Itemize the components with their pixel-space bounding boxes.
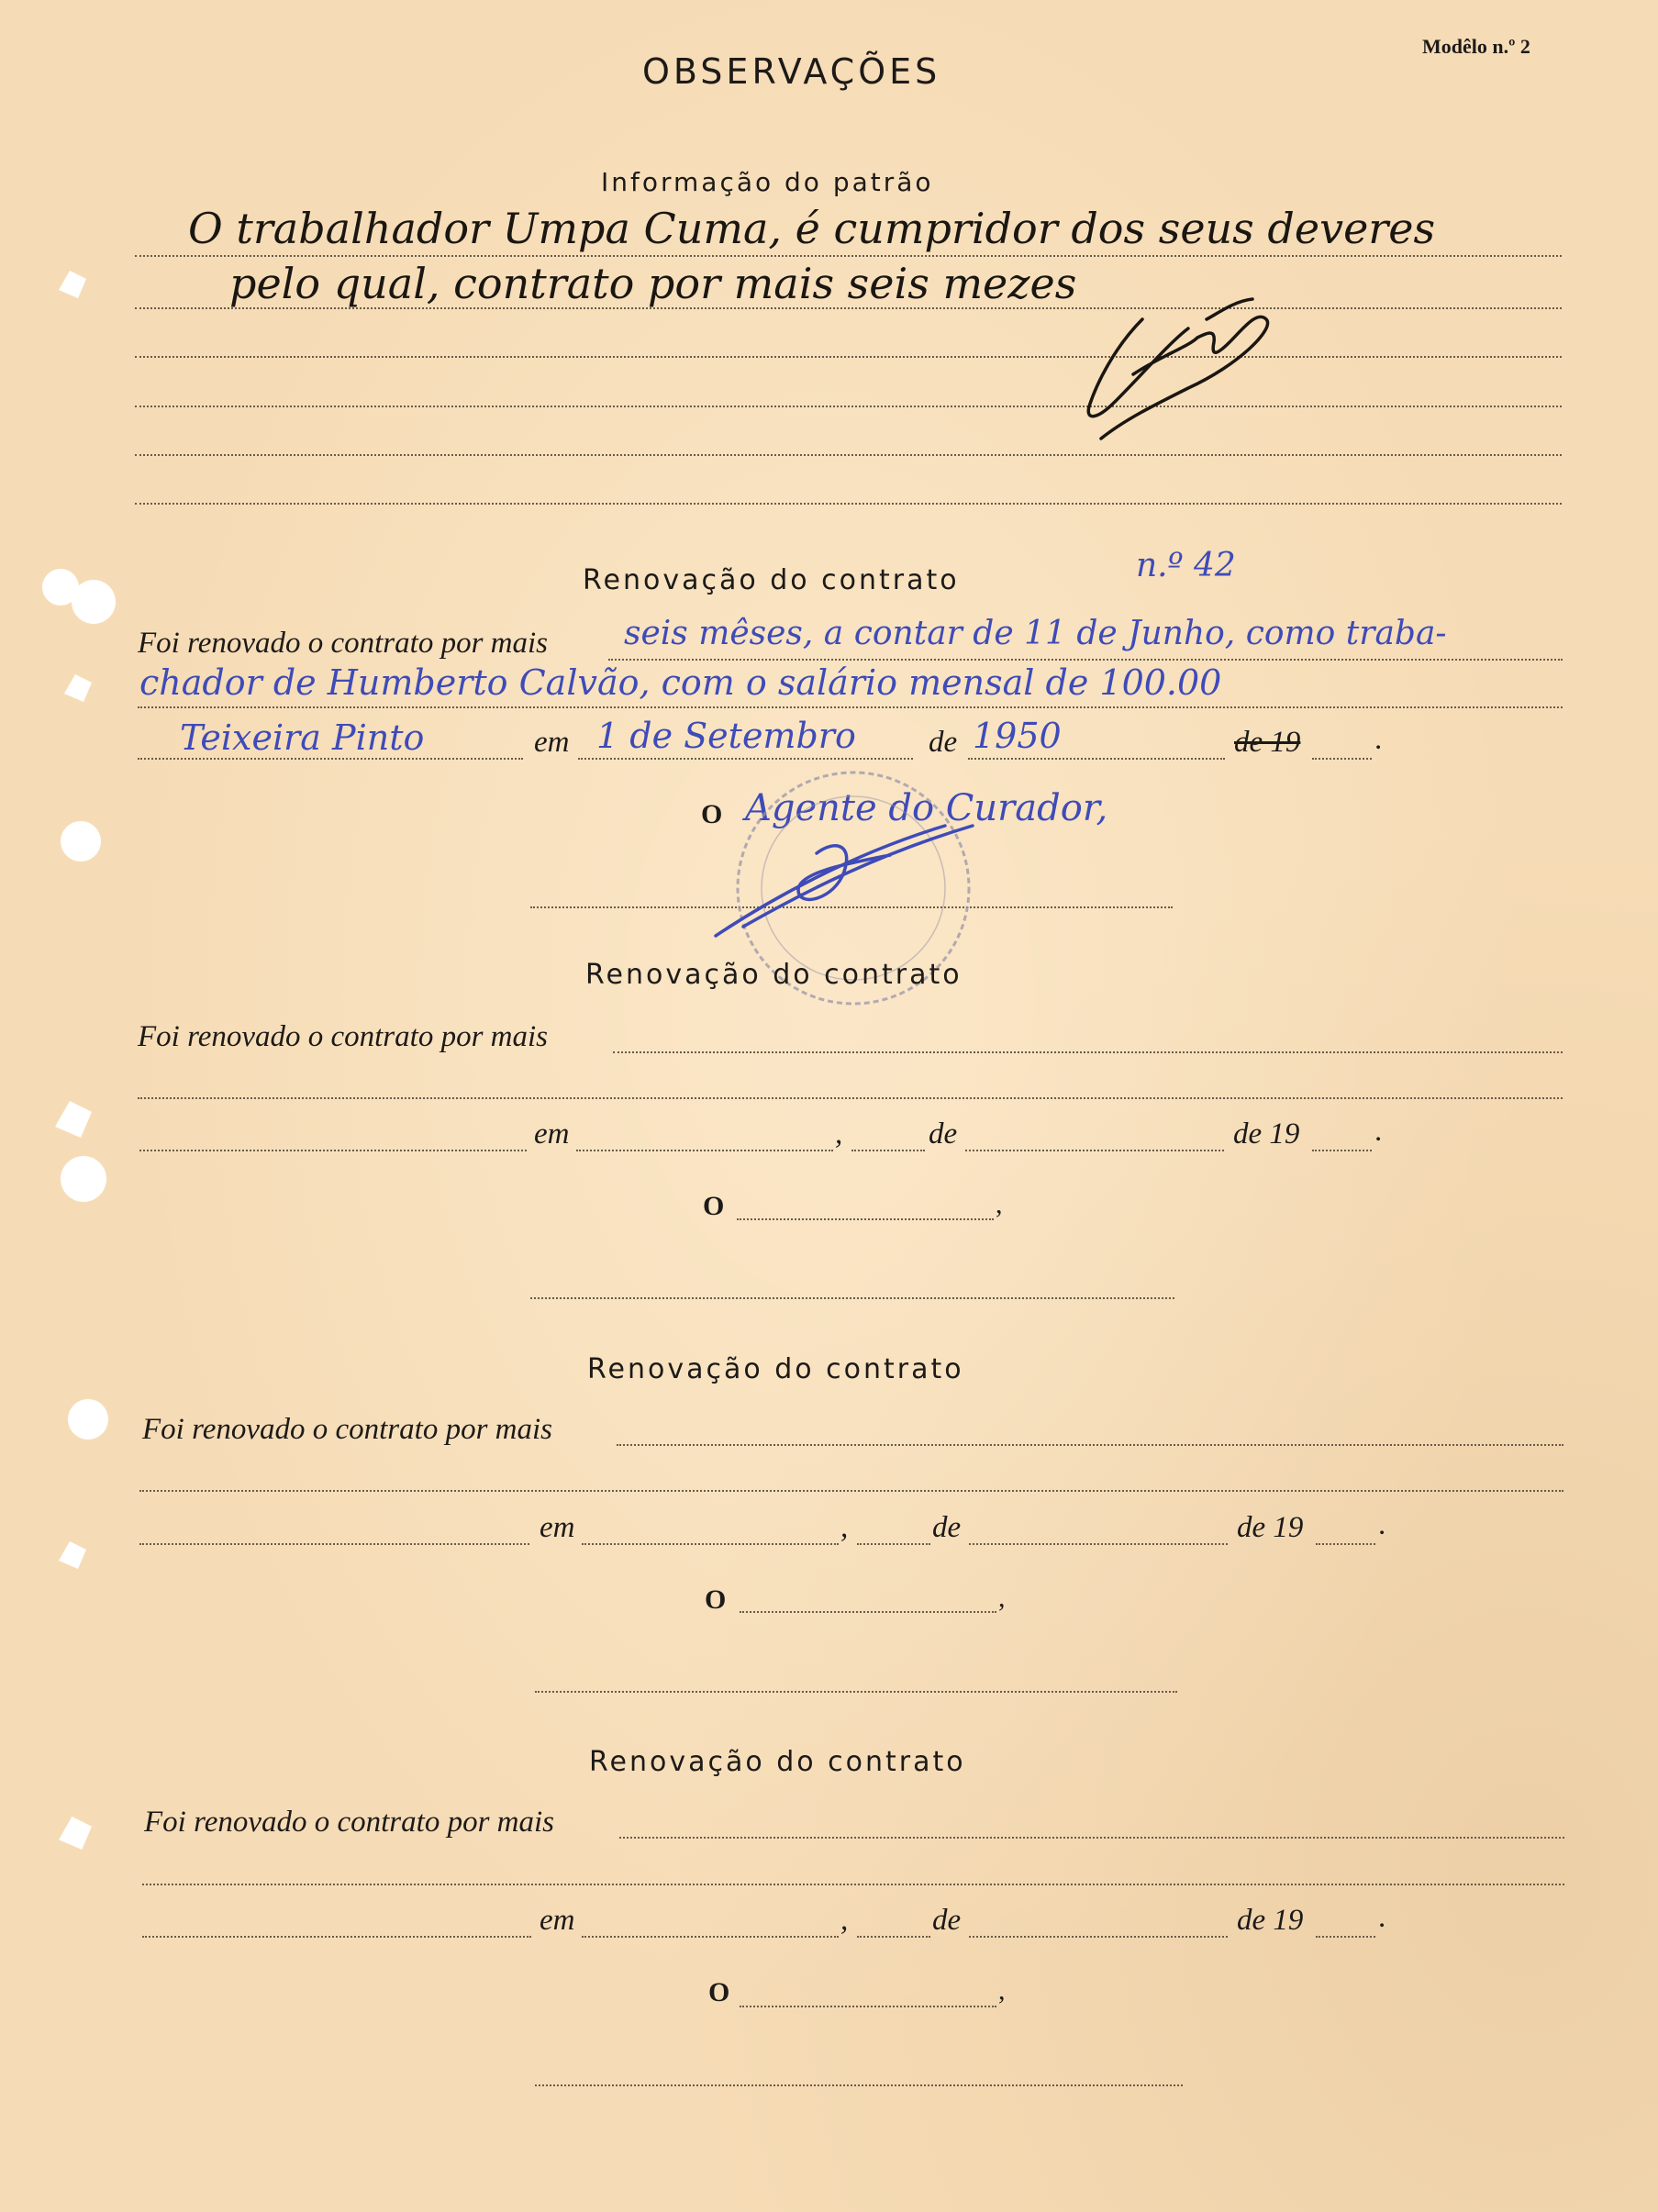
renewal-4-year-field[interactable]: [1316, 1936, 1375, 1938]
renewal-2-signature-field[interactable]: [530, 1297, 1174, 1299]
punch-hole: [72, 580, 116, 624]
renewal-2-day2-field[interactable]: [851, 1150, 925, 1151]
renewal-4-place-field[interactable]: [142, 1936, 531, 1938]
dotted-line: [135, 356, 1562, 358]
punch-hole: [68, 1399, 108, 1439]
renewal-1-de-label: de: [929, 726, 958, 759]
renewal-4-month-field[interactable]: [969, 1936, 1228, 1938]
renewal-2-year-field[interactable]: [1312, 1150, 1372, 1151]
renewal-3-o-comma: ,: [998, 1583, 1006, 1613]
employer-signature: [1078, 292, 1298, 448]
renewal-3-terms-field[interactable]: [139, 1490, 1563, 1492]
punch-hole: [61, 821, 101, 861]
renewal-3-comma: ,: [840, 1511, 849, 1544]
renewal-2-em-label: em: [534, 1117, 570, 1150]
renewal-3-month-field[interactable]: [969, 1543, 1228, 1545]
renewal-2-day-field[interactable]: [576, 1150, 833, 1151]
renewal-1-place: Teixeira Pinto: [180, 717, 425, 758]
renewal-1-period: .: [1374, 723, 1383, 756]
paper-tear: [59, 271, 86, 298]
renewal-4-o-label: O: [708, 1977, 730, 2007]
renewal-3-day-field[interactable]: [582, 1543, 839, 1545]
dotted-line: [138, 758, 523, 760]
renewal-3-period: .: [1378, 1508, 1386, 1541]
form-title: OBSERVAÇÕES: [642, 51, 941, 92]
renewal-3-signature-field[interactable]: [535, 1691, 1177, 1693]
paper-tear: [55, 1101, 92, 1138]
renewal-3-day2-field[interactable]: [857, 1543, 930, 1545]
renewal-2-period: .: [1374, 1115, 1383, 1148]
dotted-line: [135, 454, 1562, 456]
punch-hole: [61, 1156, 106, 1202]
renewal-2-heading: Renovação do contrato: [585, 959, 963, 991]
renewal-1-terms-line2: chador de Humberto Calvão, com o salário mensal de 100.00: [139, 662, 1222, 703]
renewal-1-o-label: O: [701, 799, 723, 829]
dotted-line: [1312, 758, 1372, 760]
renewal-1-de19-struck: de 19: [1234, 726, 1301, 759]
renewal-3-official-field[interactable]: [740, 1611, 996, 1613]
dotted-line: [135, 406, 1562, 407]
renewal-3-label: Foi renovado o contrato por mais: [142, 1413, 552, 1446]
renewal-4-period-field[interactable]: [619, 1837, 1564, 1839]
renewal-3-period-field[interactable]: [617, 1444, 1563, 1446]
employer-remark-line1: O trabalhador Umpa Cuma, é cumpridor dos seus deveres: [188, 204, 1436, 253]
renewal-4-day2-field[interactable]: [857, 1936, 930, 1938]
renewal-3-year-field[interactable]: [1316, 1543, 1375, 1545]
renewal-2-de-label: de: [929, 1117, 958, 1150]
renewal-4-em-label: em: [540, 1904, 575, 1937]
renewal-2-period-field[interactable]: [613, 1051, 1563, 1053]
renewal-1-em-label: em: [534, 726, 570, 759]
renewal-4-day-field[interactable]: [582, 1936, 839, 1938]
renewal-1-day-month: 1 de Setembro: [596, 716, 856, 756]
dotted-line: [135, 503, 1562, 505]
renewal-4-heading: Renovação do contrato: [589, 1746, 966, 1778]
renewal-2-place-field[interactable]: [139, 1150, 527, 1151]
dotted-line: [135, 255, 1562, 257]
renewal-4-o-comma: ,: [998, 1975, 1006, 2006]
renewal-2-o-comma: ,: [996, 1189, 1003, 1219]
renewal-4-signature-field[interactable]: [535, 2084, 1183, 2086]
renewal-2-o-label: O: [703, 1191, 725, 1221]
renewal-2-comma: ,: [835, 1117, 843, 1150]
renewal-1-label: Foi renovado o contrato por mais: [138, 627, 548, 660]
renewal-1-heading: Renovação do contrato: [583, 564, 960, 596]
model-number: Modêlo n.º 2: [1422, 35, 1530, 58]
renewal-3-de19-label: de 19: [1237, 1511, 1304, 1544]
renewal-1-signatory: Agente do Curador,: [745, 787, 1108, 829]
paper-tear: [59, 1541, 86, 1569]
renewal-2-label: Foi renovado o contrato por mais: [138, 1020, 548, 1053]
renewal-1-year: 1950: [973, 716, 1062, 756]
renewal-4-terms-field[interactable]: [142, 1884, 1564, 1885]
renewal-4-official-field[interactable]: [740, 2006, 996, 2007]
renewal-4-comma: ,: [840, 1904, 849, 1937]
renewal-3-de-label: de: [932, 1511, 962, 1544]
renewal-2-terms-field[interactable]: [138, 1097, 1563, 1099]
renewal-4-label: Foi renovado o contrato por mais: [144, 1806, 554, 1839]
renewal-2-month-field[interactable]: [965, 1150, 1224, 1151]
renewal-4-de19-label: de 19: [1237, 1904, 1304, 1937]
renewal-3-o-label: O: [705, 1584, 727, 1615]
renewal-2-official-field[interactable]: [737, 1218, 994, 1220]
renewal-3-place-field[interactable]: [139, 1543, 529, 1545]
renewal-3-em-label: em: [540, 1511, 575, 1544]
contract-number: n.º 42: [1136, 547, 1236, 584]
renewal-4-de-label: de: [932, 1904, 962, 1937]
employer-remark-line2: pelo qual, contrato por mais seis mezes: [229, 259, 1077, 308]
renewal-3-heading: Renovação do contrato: [587, 1353, 964, 1385]
dotted-line: [608, 659, 1563, 661]
paper-tear: [59, 1817, 92, 1850]
renewal-4-period: .: [1378, 1901, 1386, 1934]
paper-tear: [64, 674, 92, 702]
renewal-2-de19-label: de 19: [1233, 1117, 1300, 1150]
employer-info-heading: Informação do patrão: [601, 167, 934, 197]
renewal-1-terms-line1: seis mêses, a contar de 11 de Junho, como traba-: [624, 615, 1447, 652]
dotted-line: [138, 706, 1563, 708]
